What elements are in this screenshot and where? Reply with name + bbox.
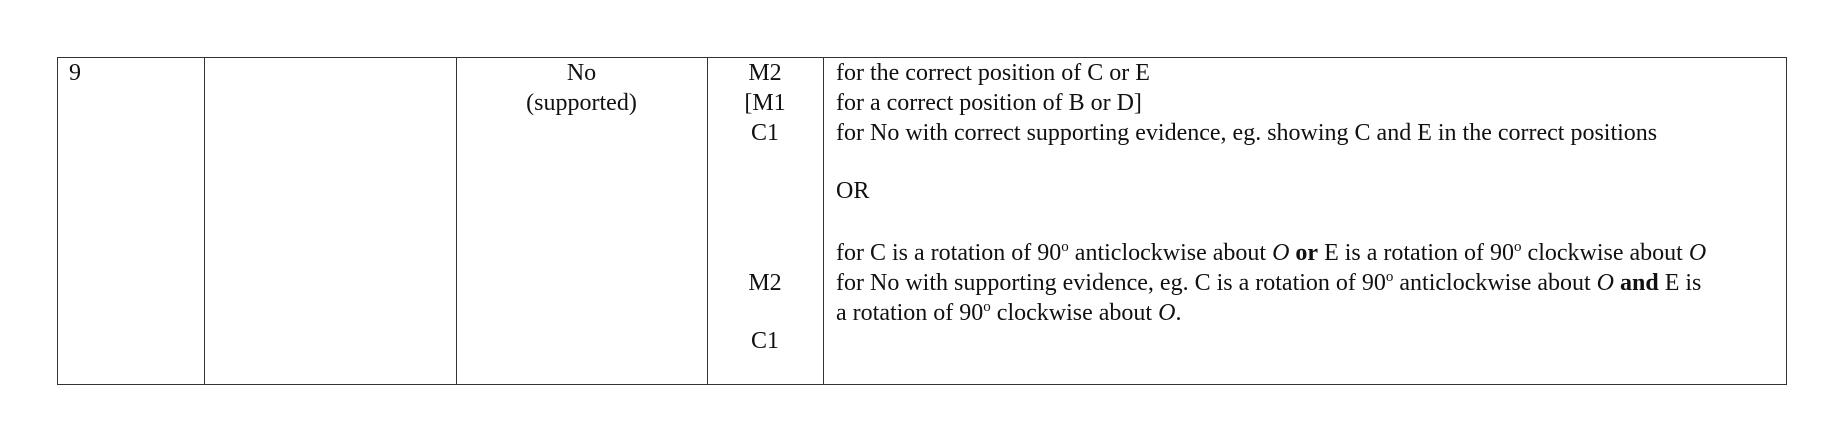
guidance-line: for a correct position of B or D] — [836, 90, 1142, 116]
answer-line-1: No — [566, 60, 597, 86]
guidance-line: for C is a rotation of 90$^o$ anticlockwise about O or E is a rotation of 90$^o$ clockwise about O — [836, 239, 1707, 266]
column-divider — [823, 58, 824, 384]
question-number: 9 — [69, 60, 81, 86]
guidance-line: a rotation of 90$^o$ clockwise about O. — [836, 299, 1182, 326]
mark-code: C1 — [750, 120, 779, 146]
answer-line-2: (supported) — [526, 90, 637, 116]
mark-code: M2 — [748, 60, 782, 86]
mark-code: C1 — [750, 328, 779, 354]
mark-code: M2 — [748, 270, 782, 296]
mark-code: [M1 — [744, 90, 786, 116]
guidance-line: for No with supporting evidence, eg. C is a rotation of 90$^o$ anticlockwise about O and E is — [836, 269, 1702, 296]
mark-scheme-table — [57, 57, 1787, 385]
guidance-line: for the correct position of C or E — [836, 60, 1150, 86]
guidance-or: OR — [836, 178, 870, 204]
guidance-line: for No with correct supporting evidence, eg. showing C and E in the correct positions — [836, 120, 1658, 146]
column-divider — [204, 58, 205, 384]
